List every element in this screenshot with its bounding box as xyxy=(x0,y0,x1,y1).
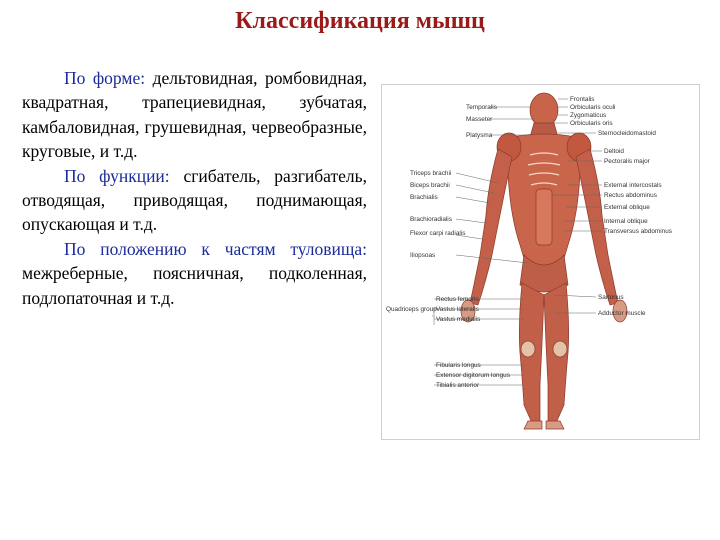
label-orbicularis-oris: Orbicularis oris xyxy=(570,120,613,127)
lead-shape: По форме: xyxy=(64,68,146,88)
label-quadriceps-group: Quadriceps group xyxy=(386,306,437,313)
label-brachioradialis: Brachioradialis xyxy=(410,216,452,223)
label-brachialis: Brachialis xyxy=(410,194,438,201)
label-deltoid: Deltoid xyxy=(604,148,624,155)
label-frontalis: Frontalis xyxy=(570,96,595,103)
label-zygomaticus: Zygomaticus xyxy=(570,112,607,119)
label-sartorius: Sartorius xyxy=(598,294,624,301)
lead-position: По положению к частям туловища: xyxy=(64,238,367,259)
label-transversus-abdominus: Transversus abdominus xyxy=(604,228,672,235)
label-masseter: Masseter xyxy=(466,116,493,123)
classification-text xyxy=(22,66,367,310)
label-internal-oblique: Internal oblique xyxy=(604,218,648,225)
label-extensor-digitorum-longus: Extensor digitorum longus xyxy=(436,372,510,379)
label-tibialis-anterior: Tibialis anterior xyxy=(436,382,480,389)
label-rectus-femoris: Rectus femoris xyxy=(436,296,479,303)
label-pectoralis-major: Pectoralis major xyxy=(604,158,650,165)
label-rectus-abdominus: Rectus abdominus xyxy=(604,192,657,199)
label-external-oblique: External oblique xyxy=(604,204,650,211)
slide-title: Классификация мышц xyxy=(235,8,485,34)
label-orbicularis-oculi: Orbicularis oculi xyxy=(570,104,616,111)
label-iliopsoas: Iliopsoas xyxy=(410,252,436,259)
label-flexor-carpi-radialis: Flexor carpi radialis xyxy=(410,230,466,237)
paragraph-function xyxy=(22,164,367,237)
label-triceps-brachii: Triceps brachii xyxy=(410,170,452,177)
text-function: сгибатель, разгибатель, отводящая, приводящая, поднимающая, опускающая и т.д. xyxy=(22,165,367,235)
label-biceps-brachii: Biceps brachii xyxy=(410,182,450,189)
label-platysma: Platysma xyxy=(466,132,493,139)
lead-function: По функции: xyxy=(64,165,170,186)
label-vastus-medialis: Vastus medialis xyxy=(436,316,481,323)
label-sternocleidomastoid: Sternocleidomastoid xyxy=(598,130,656,137)
label-temporalis: Temporalis xyxy=(466,104,497,111)
anatomy-svg xyxy=(382,85,699,439)
label-vastus-lateralis: Vastus lateralis xyxy=(436,306,479,313)
label-fibularis-longus: Fibularis longus xyxy=(436,362,481,369)
text-shape: дельтовидная, ромбовидная, квадратная, трапециевидная, зубчатая, камбаловидная, грушевидная, червеобразные, круговые, и т.д. xyxy=(22,68,367,162)
paragraph-shape xyxy=(22,66,367,164)
text-position: межреберные, поясничная, подколенная, подлопаточная и т.д. xyxy=(22,263,367,308)
paragraph-position xyxy=(22,237,367,310)
muscle-anatomy-figure xyxy=(381,84,700,440)
label-external-intercostals: External intercostals xyxy=(604,182,662,189)
label-adductor-muscle: Adductor muscle xyxy=(598,310,646,317)
